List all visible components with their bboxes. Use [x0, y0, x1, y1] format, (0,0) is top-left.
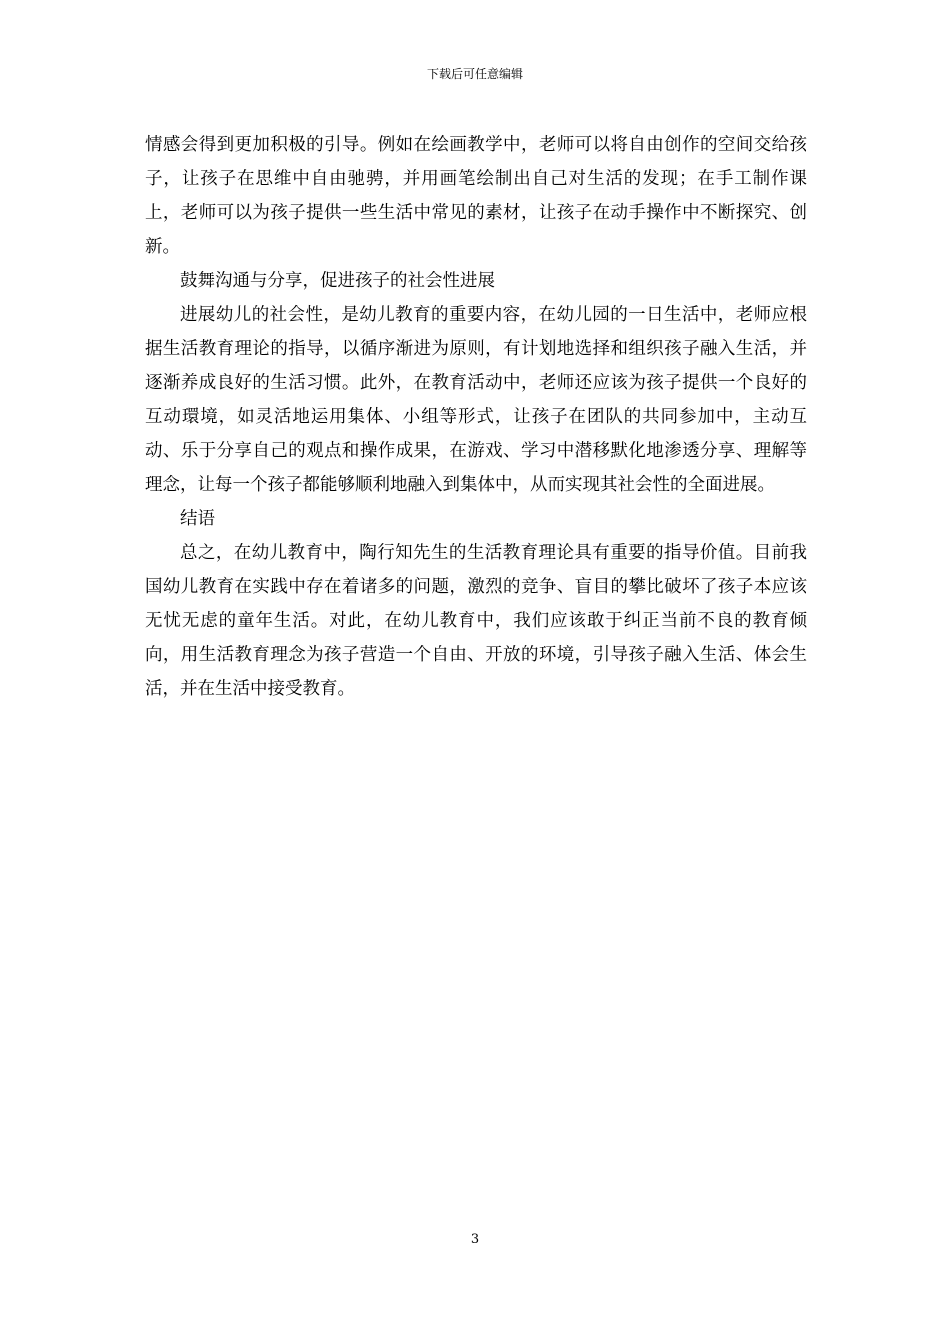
section-heading-conclusion: 结语 — [180, 509, 215, 529]
section-heading-communication: 鼓舞沟通与分享，促进孩子的社会性进展 — [180, 271, 495, 291]
page-header: 下载后可任意编辑 — [426, 67, 523, 81]
body-paragraph-conclusion: 总之，在幼儿教育中，陶行知先生的生活教育理论具有重要的指导价值。目前我国幼儿教育在实践中存在着诸多的问题，激烈的竞争、盲目的攀比破坏了孩子本应该无忧无虑的童年生活。对此，在幼儿教育中，我们应该敢于纠正当前不良的教育倾向，用生活教育理念为孩子营造一个自由、开放的环境，引导孩子融入生活、体会生活，并在生活中接受教育。 — [145, 543, 807, 699]
body-paragraph-social-development: 进展幼儿的社会性，是幼儿教育的重要内容，在幼儿园的一日生活中，老师应根据生活教育理论的指导，以循序渐进为原则，有计划地选择和组织孩子融入生活，并逐渐养成良好的生活习惯。此外，在教育活动中，老师还应该为孩子提供一个良好的互动環境，如灵活地运用集体、小组等形式，让孩子在团队的共同参加中，主动互动、乐于分享自己的观点和操作成果，在游戏、学习中潜移默化地渗透分享、理解等理念，让每一个孩子都能够顺利地融入到集体中，从而实现其社会性的全面进展。 — [145, 305, 807, 495]
body-paragraph-continued: 情感会得到更加积极的引导。例如在绘画教学中，老师可以将自由创作的空间交给孩子，让孩子在思维中自由驰骋，并用画笔绘制出自己对生活的发现；在手工制作课上，老师可以为孩子提供一些生活中常见的素材，让孩子在动手操作中不断探究、创新。 — [145, 135, 807, 257]
document-body — [145, 128, 807, 706]
page-number: 3 — [470, 1232, 480, 1247]
